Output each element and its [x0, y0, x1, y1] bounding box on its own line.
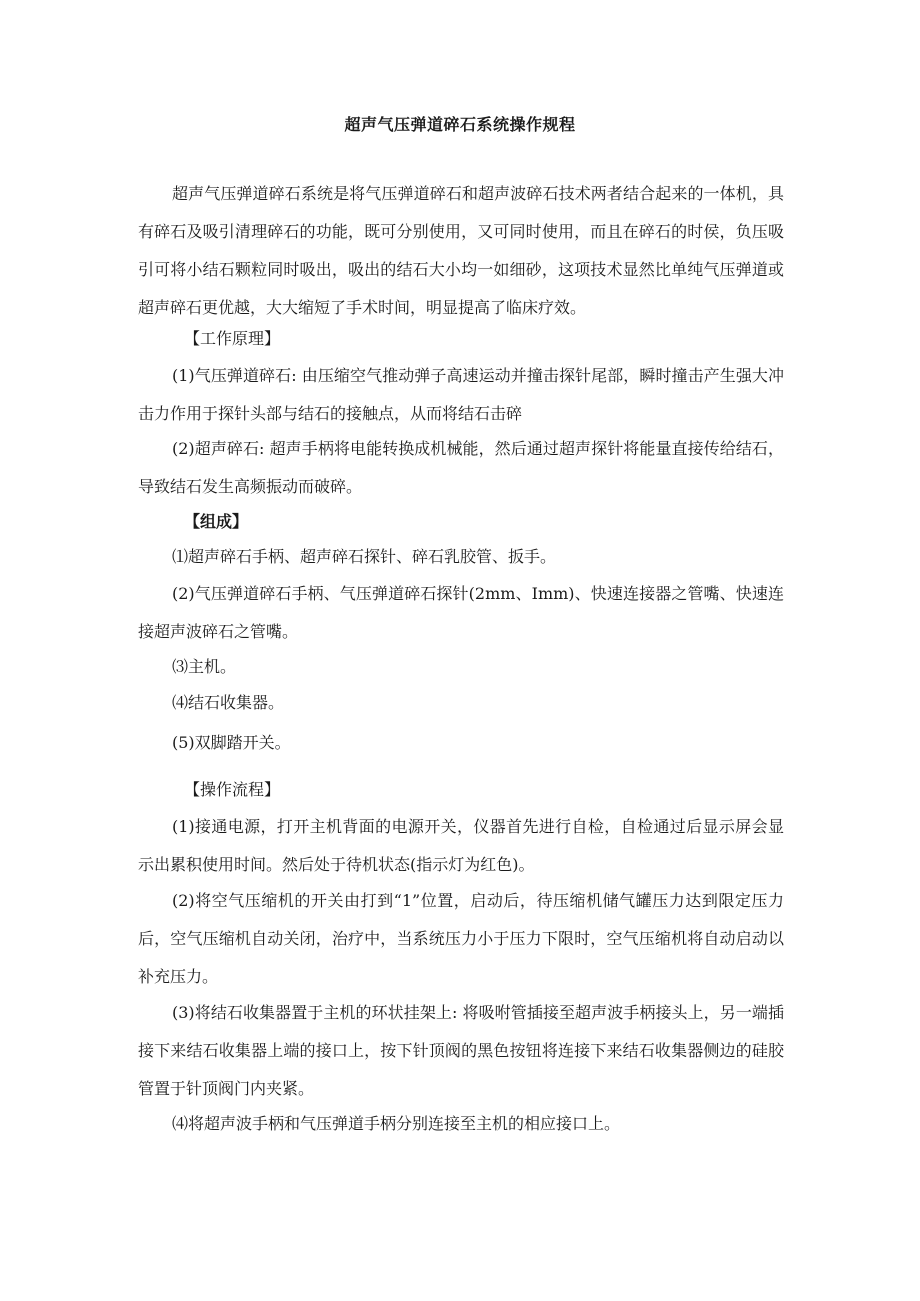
composition-item-5: (5)双脚踏开关。 — [172, 733, 291, 752]
composition-item-3: ⑶主机。 — [172, 657, 237, 676]
procedure-item-1: (1)接通电源，打开主机背面的电源开关，仪器首先进行自检，自检通过后显示屏会显示出累积使用时间。然后处于待机状态(指示灯为红色)。 — [138, 817, 784, 874]
document-title: 超声气压弹道碎石系统操作规程 — [344, 115, 576, 134]
principle-heading: 【工作原理】 — [184, 329, 281, 348]
composition-item-1: ⑴超声碎石手柄、超声碎石探针、碎石乳胶管、扳手。 — [172, 547, 557, 566]
principle-item-2: (2)超声碎石: 超声手柄将电能转换成机械能，然后通过超声探针将能量直接传给结石，导致结石发生高频振动而破碎。 — [138, 439, 784, 496]
procedure-item-3: (3)将结石收集器置于主机的环状挂架上: 将吸咐管插接至超声波手柄接头上，另一端插接下来结石收集器上端的接口上，按下针顶阀的黑色按钮将连接下来结石收集器侧边的硅胶管置于针顶阀门内夹紧。 — [138, 1003, 784, 1098]
procedure-heading: 【操作流程】 — [184, 780, 281, 799]
composition-item-2: (2)气压弹道碎石手柄、气压弹道碎石探针(2mm、Imm)、快速连接器之管嘴、快速连接超声波碎石之管嘴。 — [138, 584, 784, 641]
intro-paragraph: 超声气压弹道碎石系统是将气压弹道碎石和超声波碎石技术两者结合起来的一体机，具有碎石及吸引清理碎石的功能，既可分别使用，又可同时使用，而且在碎石的时侯，负压吸引可将小结石颗粒同时吸出，吸出的结石大小均一如细砂，这项技术显然比单纯气压弹道或超声碎石更优越，大大缩短了手术时间，明显提高了临床疗效。 — [138, 184, 784, 317]
principle-item-1: (1)气压弹道碎石: 由压缩空气推动弹子高速运动并撞击探针尾部，瞬时撞击产生强大冲击力作用于探针头部与结石的接触点，从而将结石击碎 — [138, 366, 784, 423]
procedure-item-4: ⑷将超声波手柄和气压弹道手柄分别连接至主机的相应接口上。 — [172, 1114, 621, 1133]
procedure-item-2: (2)将空气压缩机的开关由打到“1”位置，启动后，待压缩机储气罐压力达到限定压力后，空气压缩机自动关闭，治疗中，当系统压力小于压力下限时，空气压缩机将自动启动以补充压力。 — [138, 891, 784, 986]
composition-item-4: ⑷结石收集器。 — [172, 693, 285, 712]
composition-heading: 【组成】 — [184, 512, 249, 531]
